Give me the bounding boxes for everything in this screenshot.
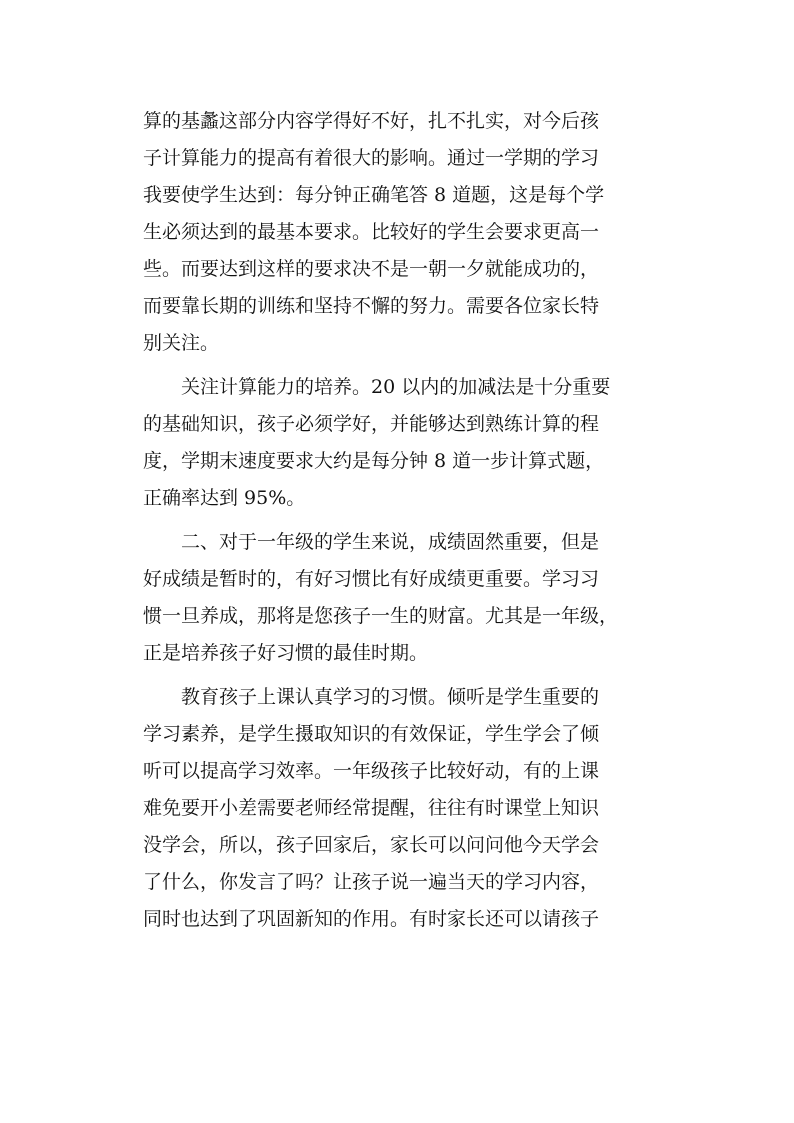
text-line: 惯一旦养成，那将是您孩子一生的财富。尤其是一年级，: [143, 605, 619, 627]
text-line: 算的基蠡这部分内容学得好不好，扎不扎实，对今后孩: [143, 110, 600, 132]
text-line: 关注计算能力的培养。20 以内的加减法是十分重要: [181, 376, 611, 398]
body-text: [143, 103, 663, 938]
text-line: 难免要开小差需要老师经常提醒，往往有时课堂上知识: [143, 797, 600, 819]
text-line: 正确率达到 95%。: [143, 487, 306, 509]
text-line: 同时也达到了巩固新知的作用。有时家长还可以请孩子: [143, 908, 600, 930]
text-line: 正是培养孩子好习惯的最佳时期。: [143, 642, 429, 664]
text-line: 度，学期末速度要求大约是每分钟 8 道一步计算式题，: [143, 450, 605, 472]
text-line: 我要使学生达到：每分钟正确笔答 8 道题，这是每个学: [143, 184, 605, 206]
text-line: 些。而要达到这样的要求决不是一朝一夕就能成功的，: [143, 258, 600, 280]
text-line: 子计算能力的提高有着很大的影响。通过一学期的学习: [143, 147, 600, 169]
text-line: 学习素养，是学生摄取知识的有效保证，学生学会了倾: [143, 723, 600, 745]
text-line: 听可以提高学习效率。一年级孩子比较好动，有的上课: [143, 760, 600, 782]
text-line: 生必须达到的最基本要求。比较好的学生会要求更高一: [143, 221, 600, 243]
text-line: 而要靠长期的训练和坚持不懈的努力。需要各位家长特: [143, 295, 600, 317]
text-line: 别关注。: [143, 332, 220, 354]
text-line: 教育孩子上课认真学习的习惯。倾听是学生重要的: [181, 686, 600, 708]
text-line: 好成绩是暂时的，有好习惯比有好成绩更重要。学习习: [143, 568, 600, 590]
text-line: 的基础知识，孩子必须学好，并能够达到熟练计算的程: [143, 413, 600, 435]
text-line: 没学会，所以，孩子回家后，家长可以问问他今天学会: [143, 834, 600, 856]
text-line: 了什么，你发言了吗？让孩子说一遍当天的学习内容，: [143, 871, 600, 893]
text-line: 二、对于一年级的学生来说，成绩固然重要，但是: [181, 531, 600, 553]
